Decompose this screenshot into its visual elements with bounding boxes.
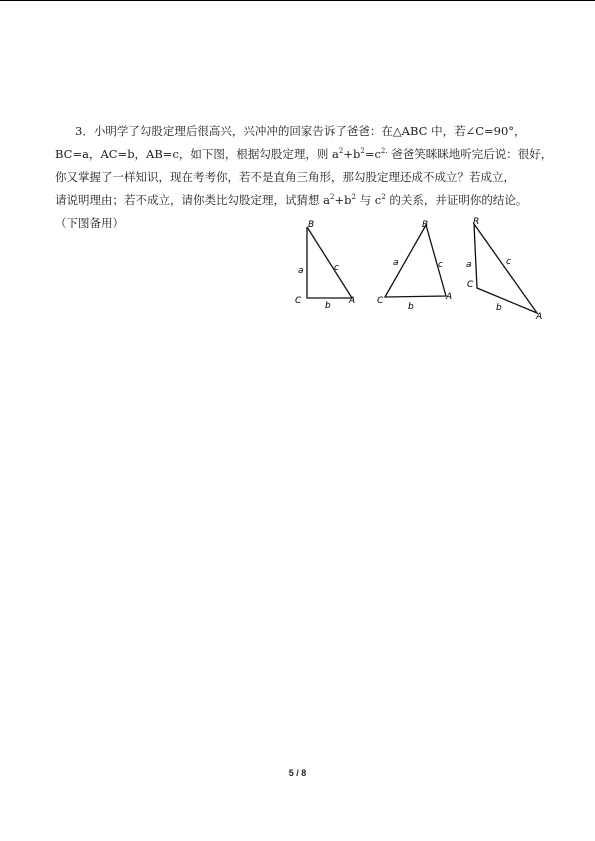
problem-line-3: 你又掌握了一样知识，现在考考你，若不是直角三角形，那勾股定理还成不成立？若成立， [55,170,515,184]
problem-line-4 [55,189,555,212]
page-number: 5 / 8 [288,768,307,778]
side-c-label: c [438,260,443,270]
side-b-label: b [496,303,502,313]
exponent: 2 [360,147,365,156]
side-c-label: c [506,257,511,267]
obtuse-triangle-outline [474,224,537,313]
problem-text-4a: 请说明理由；若不成立，请你类比勾股定理，试猜想 a [55,193,331,207]
vertex-a-label: A [349,296,356,306]
side-a-label: a [393,258,399,268]
vertex-a-label: A [536,312,543,320]
problem-text-2d: 爸爸笑眯眯地听完后说：很好， [387,147,553,161]
problem-text-2a: BC=a，AC=b，AB=c，如下图，根据勾股定理，则 a [55,147,339,161]
vertex-b-label: B [422,220,429,230]
exponent: 2. [380,147,388,156]
problem-text-2c: =c [364,147,381,161]
page-top-border [0,0,595,1]
side-a-label: a [466,260,472,270]
problem-text-4b: +b [334,193,352,207]
vertex-b-label: R [473,217,480,227]
obtuse-triangle-figure [462,215,547,324]
problem-line-2 [55,143,555,166]
acute-triangle-figure [372,215,457,319]
problem-text-1: 小明学了勾股定理后很高兴，兴冲冲的回家告诉了爸爸：在△ABC 中，若∠C=90°， [93,124,526,138]
side-b-label: b [325,301,331,311]
right-triangle-figure [290,215,365,319]
problem-line-1 [55,120,555,143]
vertex-c-label: C [467,280,474,290]
vertex-c-label: C [377,296,384,306]
exponent: 2 [338,147,344,156]
problem-line-5: （下图备用） [55,216,124,230]
vertex-a-label: A [446,292,453,302]
problem-text-4c: 与 c [355,193,382,207]
vertex-c-label: C [295,296,302,306]
problem-text-4d: 的关系，并证明你的结论。 [385,193,528,207]
exponent: 2 [330,193,335,202]
problem-number: 3． [75,124,94,138]
side-b-label: b [408,302,414,312]
problem-text-2b: +b [343,147,361,161]
side-c-label: c [334,263,339,273]
right-triangle-outline [307,227,352,298]
exponent: 2 [351,193,356,202]
side-a-label: a [298,266,304,276]
exponent: 2 [381,193,386,202]
vertex-b-label: B [308,220,315,230]
